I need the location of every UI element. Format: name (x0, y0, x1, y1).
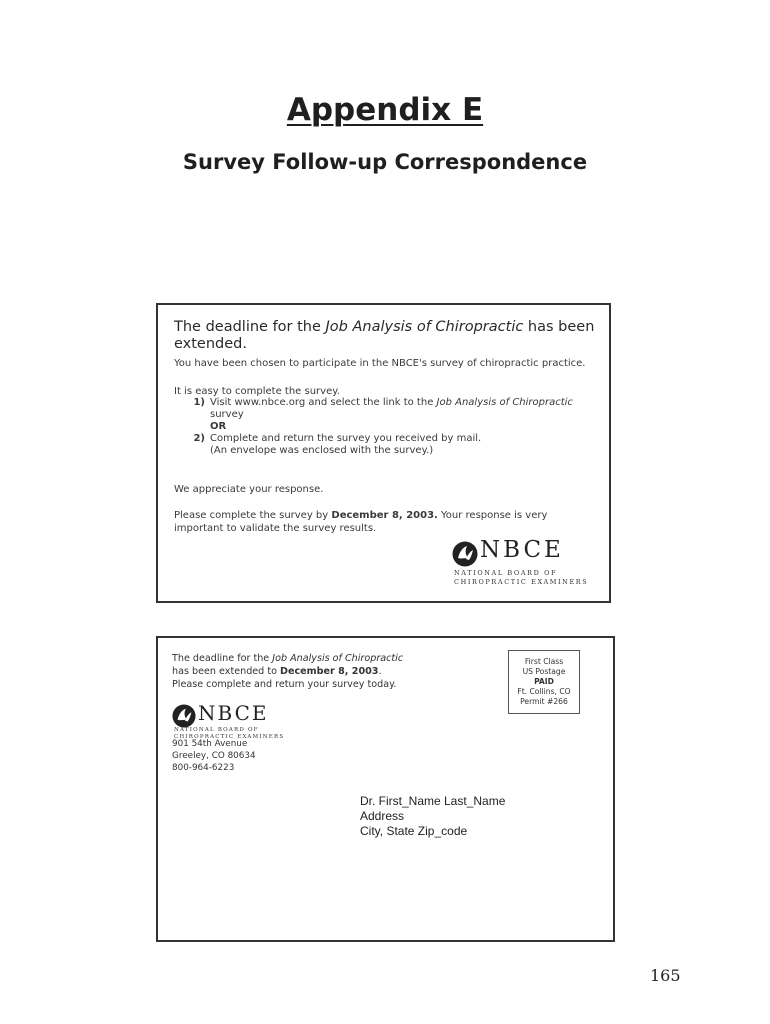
page-subtitle: Survey Follow-up Correspondence (182, 150, 588, 174)
logo-subtitle-2: CHIROPRACTIC EXAMINERS (454, 578, 589, 586)
or-label: OR (210, 421, 227, 432)
instruction-list (174, 397, 594, 457)
logo-wordmark: NBCE (198, 701, 269, 725)
postcard-front (156, 303, 611, 603)
nbce-logo-small (172, 702, 292, 742)
list-item: 2) Complete and return the survey you received by mail. (An envelope was enclosed with the survey.) (193, 433, 482, 456)
postcard-back (156, 636, 615, 942)
logo-subtitle-1: NATIONAL BOARD OF (454, 569, 558, 577)
logo-wordmark: NBCE (480, 537, 564, 563)
deadline-text: Please complete the survey by December 8, 2003. Your response is very important to validate the survey results. (174, 510, 548, 534)
list-item: 1) Visit www.nbce.org and select the link to the Job Analysis of Chiropractic survey (193, 397, 573, 420)
nbce-logo (452, 539, 602, 597)
postage-indicia: First Class US Postage PAID Ft. Collins, CO Permit #266 (508, 650, 580, 714)
postcard-heading: The deadline for the Job Analysis of Chiropractic has been extended. (174, 319, 595, 352)
mailer-message: The deadline for the Job Analysis of Chiropractic has been extended to December 8, 2003. Please complete and return your survey today. (172, 653, 404, 690)
logo-subtitle-2: CHIROPRACTIC EXAMINERS (174, 734, 285, 740)
page-title: Appendix E (286, 92, 484, 128)
nbce-emblem-icon (172, 704, 196, 728)
recipient-address: Dr. First_Name Last_Name Address City, State Zip_code (360, 794, 506, 838)
appreciate-text: We appreciate your response. (174, 484, 324, 495)
postcard-easy-text: It is easy to complete the survey. (174, 386, 340, 397)
postcard-intro: You have been chosen to participate in the NBCE's survey of chiropractic practice. (174, 358, 586, 369)
nbce-emblem-icon (452, 541, 478, 567)
return-address: 901 54th Avenue Greeley, CO 80634 800-964-6223 (172, 739, 256, 773)
logo-subtitle-1: NATIONAL BOARD OF (174, 727, 259, 733)
page-number: 165 (650, 966, 681, 985)
